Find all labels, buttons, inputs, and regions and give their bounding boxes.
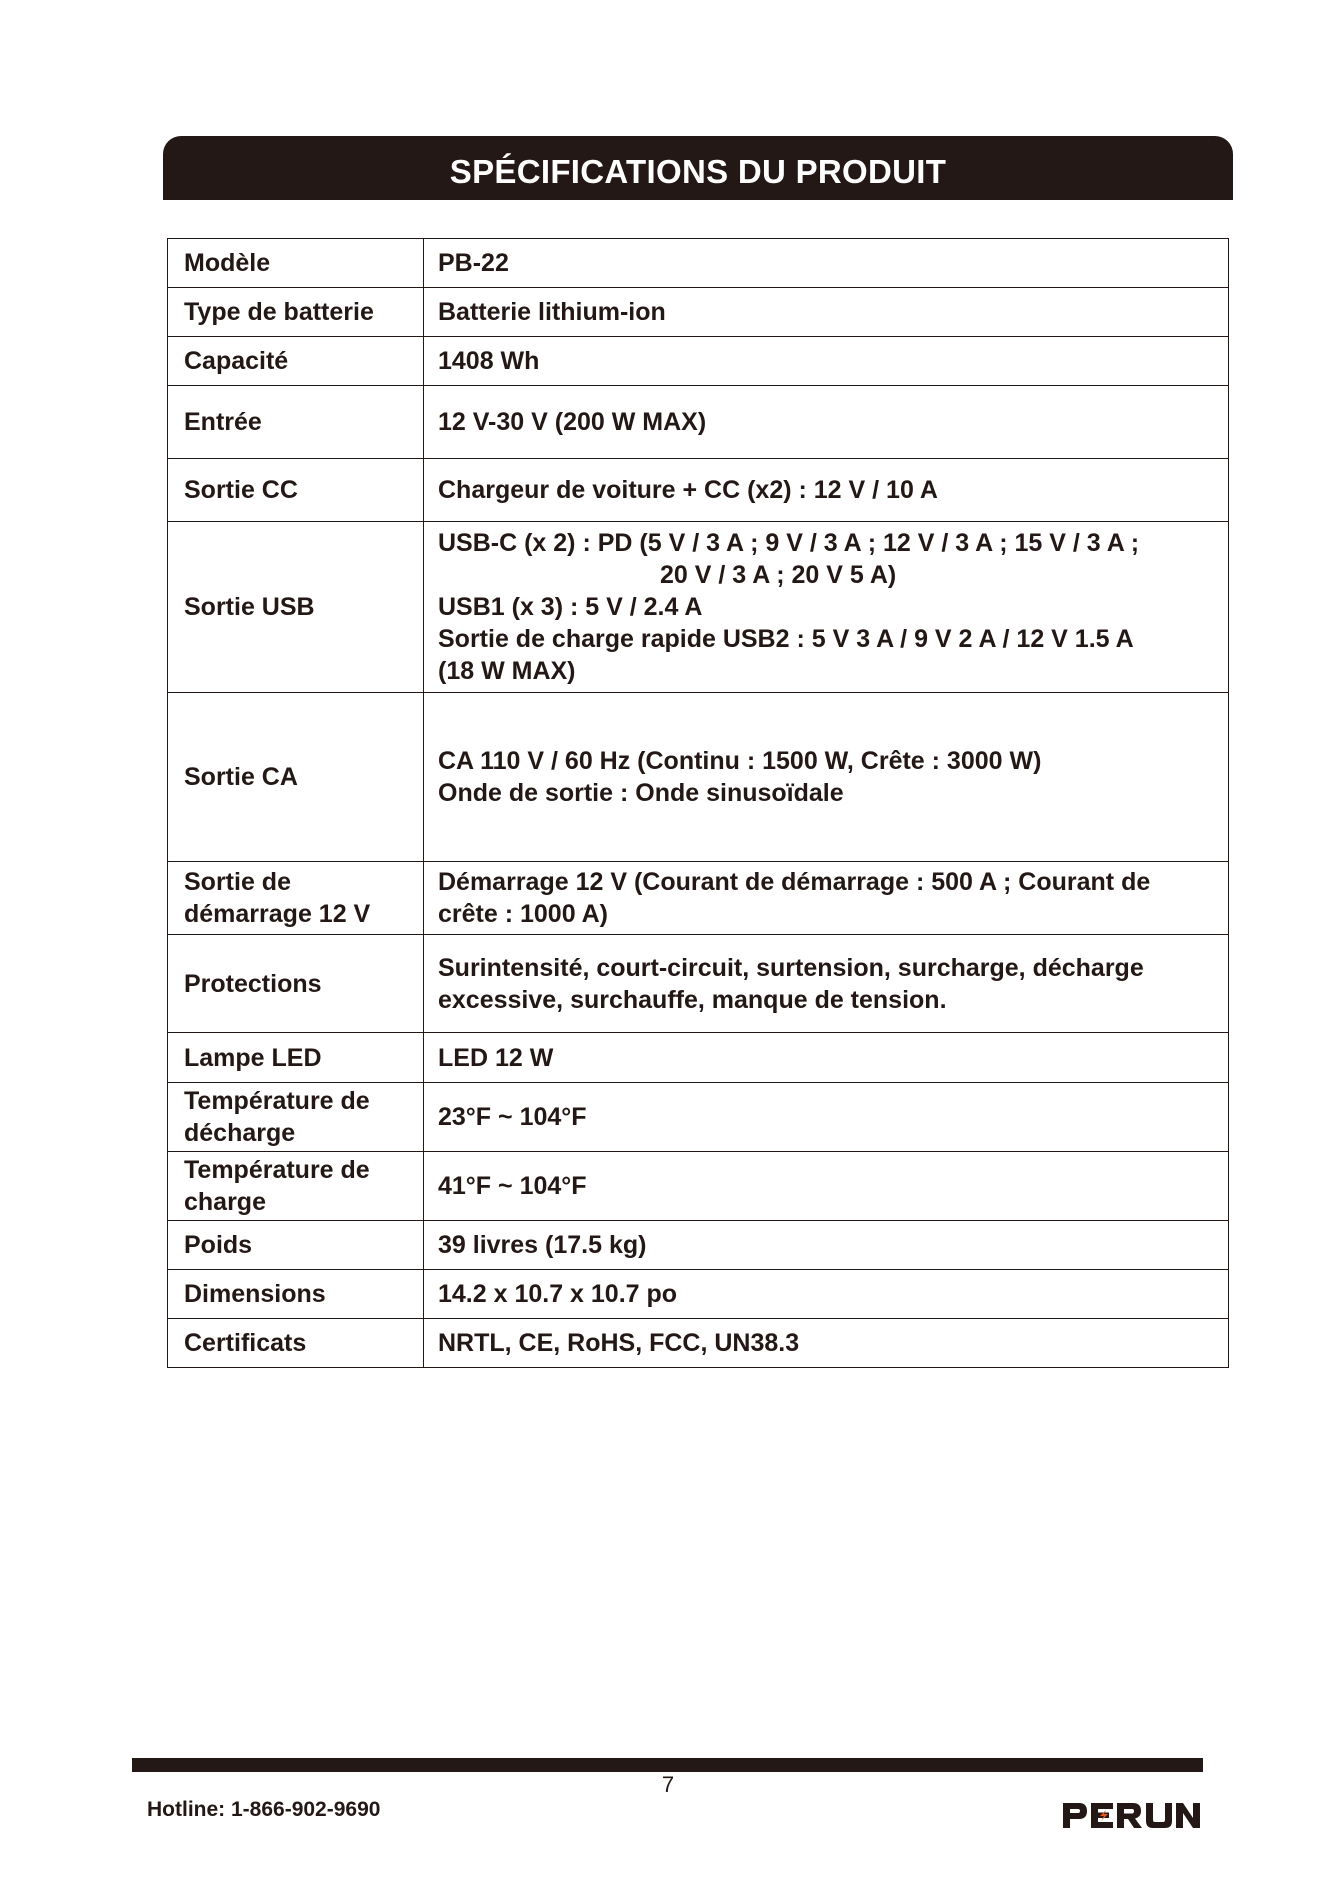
spec-value bbox=[424, 288, 1229, 337]
spec-value bbox=[424, 1319, 1229, 1368]
spec-label-text: Certificats bbox=[184, 1329, 307, 1357]
spec-label-text: Type de batterie bbox=[184, 298, 374, 326]
spec-label-text: Lampe LED bbox=[184, 1043, 322, 1072]
footer-rule bbox=[132, 1758, 1203, 1772]
spec-value-text: 23°F ~ 104°F bbox=[438, 1103, 587, 1131]
spec-value-text: LED 12 W bbox=[438, 1043, 554, 1072]
spec-header-bar bbox=[163, 136, 1233, 200]
spec-value bbox=[424, 1152, 1229, 1221]
spec-label-text: Température de bbox=[184, 1156, 370, 1184]
perun-logo-icon bbox=[1061, 1800, 1201, 1830]
table-row bbox=[168, 386, 1229, 459]
perun-logo bbox=[1061, 1800, 1201, 1835]
spec-value-text: Chargeur de voiture + CC (x2) : 12 V / 10 A bbox=[438, 476, 938, 504]
table-row bbox=[168, 1319, 1229, 1368]
spec-value bbox=[424, 1033, 1229, 1083]
spec-value bbox=[424, 1221, 1229, 1270]
spec-table bbox=[167, 238, 1229, 1368]
spec-label-text: décharge bbox=[184, 1119, 296, 1147]
spec-value bbox=[424, 862, 1229, 935]
spec-label bbox=[168, 239, 424, 288]
spec-value-text: (18 W MAX) bbox=[438, 657, 576, 685]
spec-label bbox=[168, 935, 424, 1033]
table-row bbox=[168, 862, 1229, 935]
spec-label bbox=[168, 386, 424, 459]
spec-value-text: USB-C (x 2) : PD (5 V / 3 A ; 9 V / 3 A ; 12 V / 3 A ; 15 V / 3 A ; bbox=[438, 529, 1140, 557]
spec-label-text: Dimensions bbox=[184, 1280, 326, 1308]
spec-value-text: 1408 Wh bbox=[438, 347, 540, 375]
spec-value-text: Onde de sortie : Onde sinusoïdale bbox=[438, 779, 844, 807]
spec-label bbox=[168, 1152, 424, 1221]
table-row bbox=[168, 1221, 1229, 1270]
spec-value-text: 14.2 x 10.7 x 10.7 po bbox=[438, 1280, 678, 1308]
spec-value-text: 12 V-30 V (200 W MAX) bbox=[438, 408, 707, 436]
spec-label-text: démarrage 12 V bbox=[184, 900, 371, 928]
spec-value-text: 20 V / 3 A ; 20 V 5 A) bbox=[660, 561, 897, 589]
spec-label bbox=[168, 1221, 424, 1270]
spec-value-text: 41°F ~ 104°F bbox=[438, 1172, 587, 1200]
table-row bbox=[168, 1083, 1229, 1152]
spec-label-text: Protections bbox=[184, 969, 322, 998]
spec-value-text: crête : 1000 A) bbox=[438, 900, 608, 928]
spec-value-text: USB1 (x 3) : 5 V / 2.4 A bbox=[438, 593, 703, 621]
spec-value-text: NRTL, CE, RoHS, FCC, UN38.3 bbox=[438, 1329, 800, 1357]
spec-label-text: Capacité bbox=[184, 347, 289, 375]
spec-value bbox=[424, 459, 1229, 522]
hotline-text: Hotline: 1-866-902-9690 bbox=[147, 1798, 381, 1821]
spec-label bbox=[168, 693, 424, 862]
spec-value bbox=[424, 935, 1229, 1033]
spec-label bbox=[168, 288, 424, 337]
spec-value-text: Sortie de charge rapide USB2 : 5 V 3 A / 9 V 2 A / 12 V 1.5 A bbox=[438, 625, 1134, 653]
spec-value bbox=[424, 693, 1229, 862]
spec-label-text: Poids bbox=[184, 1231, 253, 1259]
table-row bbox=[168, 288, 1229, 337]
spec-label-text: Entrée bbox=[184, 408, 262, 436]
spec-label bbox=[168, 862, 424, 935]
table-row bbox=[168, 1270, 1229, 1319]
spec-label bbox=[168, 1033, 424, 1083]
table-row bbox=[168, 459, 1229, 522]
table-row bbox=[168, 522, 1229, 693]
page-number: 7 bbox=[661, 1772, 675, 1797]
spec-value bbox=[424, 522, 1229, 693]
spec-value-text: 39 livres (17.5 kg) bbox=[438, 1231, 647, 1259]
spec-label-text: Sortie CA bbox=[184, 763, 298, 791]
table-row bbox=[168, 1033, 1229, 1083]
spec-label-text: charge bbox=[184, 1188, 266, 1216]
spec-value bbox=[424, 239, 1229, 288]
spec-value-text: CA 110 V / 60 Hz (Continu : 1500 W, Crête : 3000 W) bbox=[438, 747, 1042, 775]
spec-value-text: Surintensité, court-circuit, surtension, surcharge, décharge bbox=[438, 953, 1144, 982]
table-row bbox=[168, 693, 1229, 862]
spec-value-text: PB-22 bbox=[438, 249, 509, 277]
spec-value bbox=[424, 1270, 1229, 1319]
spec-label-text: Modèle bbox=[184, 249, 271, 277]
spec-label bbox=[168, 1083, 424, 1152]
spec-label-text: Sortie USB bbox=[184, 593, 315, 621]
spec-value-text: Batterie lithium-ion bbox=[438, 298, 666, 326]
page-title: SPÉCIFICATIONS DU PRODUIT bbox=[449, 153, 947, 190]
spec-value bbox=[424, 337, 1229, 386]
spec-label-text: Sortie CC bbox=[184, 476, 298, 504]
spec-label bbox=[168, 1319, 424, 1368]
spec-label bbox=[168, 522, 424, 693]
spec-value-text: excessive, surchauffe, manque de tension. bbox=[438, 985, 947, 1014]
spec-label bbox=[168, 337, 424, 386]
table-row bbox=[168, 1152, 1229, 1221]
table-row bbox=[168, 935, 1229, 1033]
spec-label bbox=[168, 1270, 424, 1319]
spec-value bbox=[424, 1083, 1229, 1152]
spec-label-text: Température de bbox=[184, 1087, 370, 1115]
spec-label bbox=[168, 459, 424, 522]
table-row bbox=[168, 239, 1229, 288]
table-row bbox=[168, 337, 1229, 386]
spec-value bbox=[424, 386, 1229, 459]
spec-value-text: Démarrage 12 V (Courant de démarrage : 500 A ; Courant de bbox=[438, 868, 1151, 896]
spec-label-text: Sortie de bbox=[184, 868, 291, 896]
